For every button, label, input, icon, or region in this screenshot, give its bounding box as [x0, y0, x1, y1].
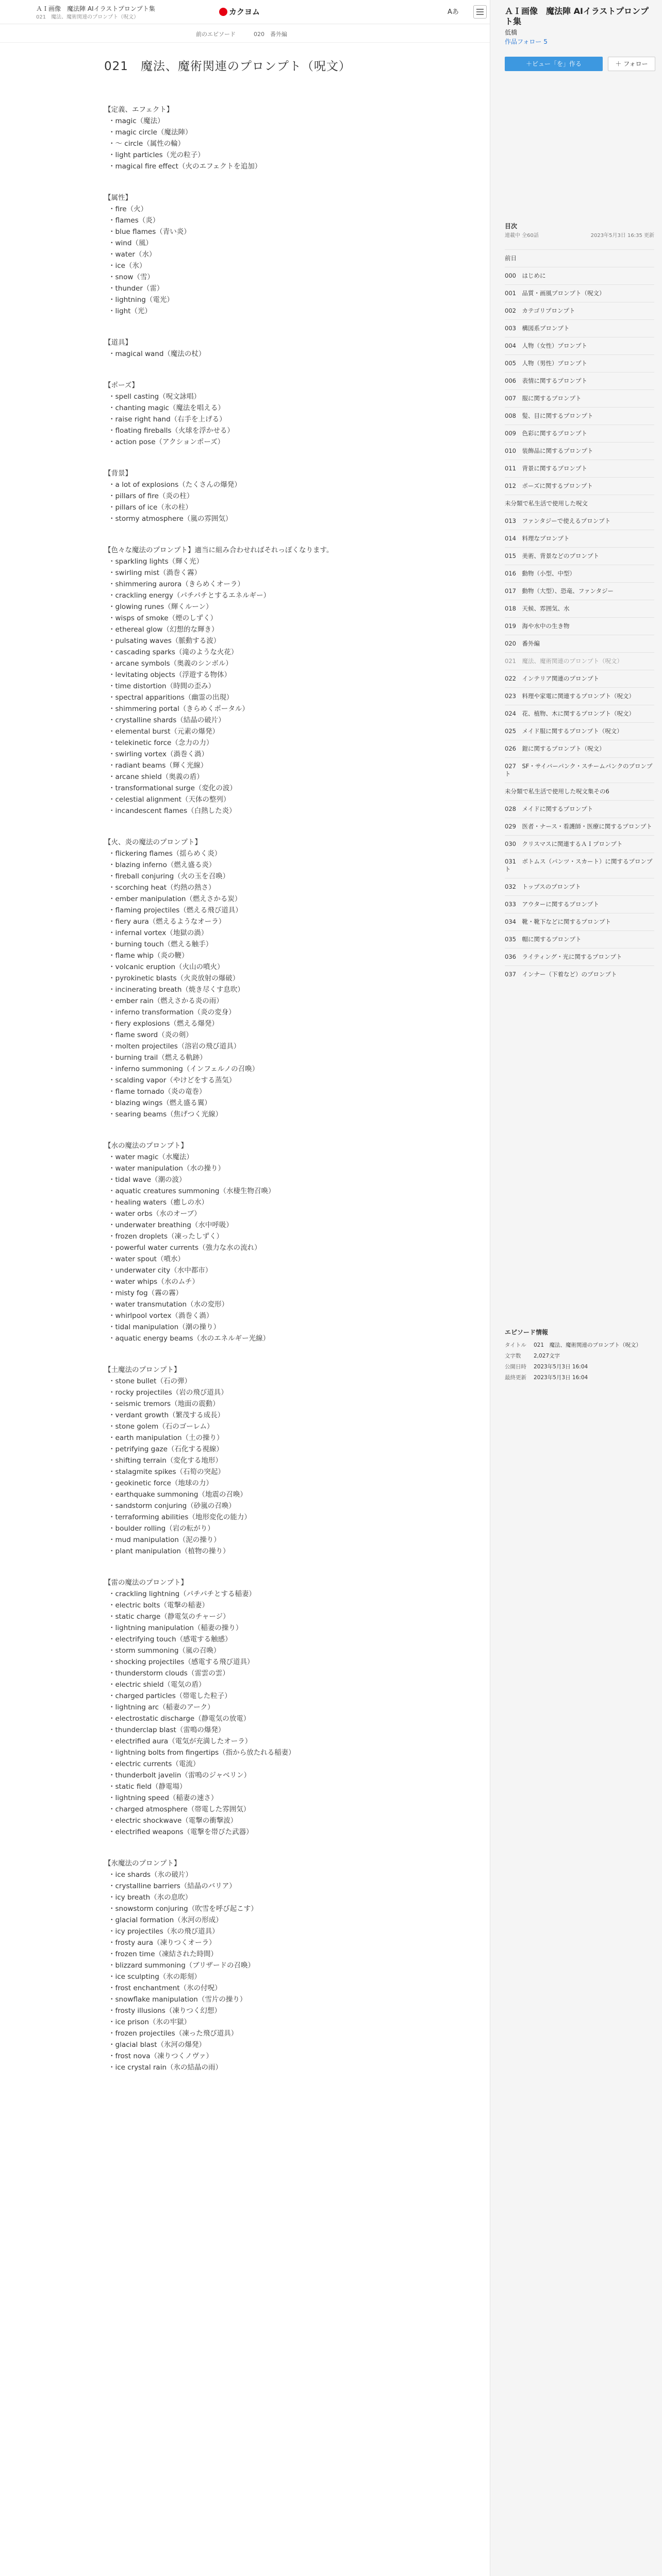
prompt-item: ・ crystalline shards（結晶の破片） — [108, 715, 407, 726]
prompt-item: ・ electric shockwave（電撃の衝撃波） — [108, 1815, 407, 1826]
prompt-item: ・ ember manipulation（燃えさかる炭） — [108, 893, 407, 905]
toc-item[interactable]: 024 花、植物、木に関するプロンプト（呪文） — [505, 705, 654, 722]
toc-item[interactable]: 023 料理や家電に関連するプロンプト（呪文） — [505, 687, 654, 705]
prompt-item: ・ fireball conjuring（火の玉を召喚） — [108, 871, 407, 882]
prompt-item: ・ water orbs（水のオーブ） — [108, 1208, 407, 1219]
logo-mark-icon — [219, 8, 227, 16]
prompt-item: ・ shocking projectiles（感電する飛び道具） — [108, 1656, 407, 1668]
toc-item[interactable]: 001 品質・画風プロンプト（呪文） — [505, 284, 654, 302]
prompt-item: ・ frozen droplets（凍ったしずく） — [108, 1231, 407, 1242]
prompt-item: ・ ice crystal rain（氷の結晶の雨） — [108, 2062, 407, 2073]
prompt-item: ・ telekinetic force（念力の力） — [108, 737, 407, 749]
prompt-item: ・ water（水） — [108, 249, 407, 260]
section-heading: 【背景】 — [104, 469, 132, 478]
prompt-item: ・ transformational surge（変化の波） — [108, 783, 407, 794]
info-value: 2023年5月3日 16:04 — [534, 1375, 588, 1381]
prompt-item: ・ petrifying gaze（石化する視線） — [108, 1444, 407, 1455]
prompt-section — [98, 1364, 407, 1557]
toc-item[interactable]: 018 天候、雰囲気、水 — [505, 600, 654, 617]
header-episode-title: 021 魔法、魔術関連のプロンプト（呪文） — [36, 14, 139, 20]
prompt-item: ・ ～ circle（属性の輪） — [108, 138, 407, 149]
prompt-item: ・ snow（雪） — [108, 272, 407, 283]
prompt-item: ・ aquatic creatures summoning（水棲生物召喚） — [108, 1185, 407, 1197]
info-key: 文字数 — [505, 1353, 521, 1359]
toc-item[interactable]: 021 魔法、魔術関連のプロンプト（呪文） — [505, 652, 654, 670]
prompt-item: ・ action pose（アクションポーズ） — [108, 436, 407, 448]
info-value: 2023年5月3日 16:04 — [534, 1364, 588, 1370]
episode-info-row — [505, 1350, 654, 1361]
prompt-item: ・ raise right hand（右手を上げる） — [108, 414, 407, 425]
toc-item[interactable]: 002 カテゴリプロンプト — [505, 302, 654, 319]
sidebar-magazine-title[interactable]: ＡＩ画像 魔法陣 AIイラストプロンプト集 — [505, 6, 649, 26]
prompt-item: ・ electrifying touch（感電する触感） — [108, 1634, 407, 1645]
prompt-item: ・ swirling mist（渦巻く霧） — [108, 567, 407, 579]
prompt-item: ・ water magic（水魔法） — [108, 1151, 407, 1163]
prompt-item: ・ flame whip（炎の鞭） — [108, 950, 407, 961]
toc-updated: 2023年5月3日 16:35 更新 — [590, 233, 654, 239]
prompt-item: ・ chanting magic（魔法を唱える） — [108, 402, 407, 414]
prompt-item: ・ blue flames（青い炎） — [108, 226, 407, 238]
prompt-item: ・ charged atmosphere（帯電した雰囲気） — [108, 1804, 407, 1815]
prompt-item: ・ icy breath（氷の息吹） — [108, 1892, 407, 1903]
toc-item[interactable]: 035 帽に関するプロンプト — [505, 930, 654, 948]
review-button[interactable]: ＋ビュー「を」作る — [505, 57, 603, 71]
prompt-item: ・ aquatic energy beams（水のエネルギー光線） — [108, 1333, 407, 1344]
toc-item[interactable]: 025 メイド服に関するプロンプト（呪文） — [505, 722, 654, 740]
prompt-item: ・ static charge（静電気のチャージ） — [108, 1611, 407, 1622]
top-header — [0, 0, 490, 24]
prompt-item: ・ icy projectiles（氷の飛び道具） — [108, 1926, 407, 1937]
prompt-item: ・ wisps of smoke（煙のしずく） — [108, 613, 407, 624]
toc-item[interactable]: 011 背景に関するプロンプト — [505, 460, 654, 477]
prompt-item: ・ ember rain（燃えさかる炎の雨） — [108, 995, 407, 1007]
prompt-item: ・ arcane shield（奥義の盾） — [108, 771, 407, 783]
prompt-list — [98, 348, 407, 360]
prompt-item: ・ cascading sparks（滝のような火花） — [108, 647, 407, 658]
toc-item[interactable]: 000 はじめに — [505, 267, 654, 284]
prompt-item: ・ ice（氷） — [108, 260, 407, 272]
toc-item[interactable]: 028 メイドに関するプロンプト — [505, 800, 654, 818]
prompt-item: ・ flame tornado（炎の竜巻） — [108, 1086, 407, 1097]
prompt-section — [98, 104, 407, 172]
episode-nav — [0, 25, 490, 43]
section-heading: 【色々な魔法のプロンプト】適当に組み合わせればそれっぽくなります。 — [104, 546, 334, 554]
prompt-list — [98, 115, 407, 172]
next-episode-link[interactable]: 020 番外編 — [254, 31, 287, 38]
episode-info-row — [505, 1340, 654, 1350]
prompt-item: ・ frosty illusions（凍りつく幻想） — [108, 2005, 407, 2016]
prompt-sections — [98, 104, 407, 2073]
prompt-item: ・ ice sculpting（氷の彫刻） — [108, 1971, 407, 1982]
toc-item[interactable]: 007 服に関するプロンプト — [505, 389, 654, 407]
prompt-item: ・ snowstorm conjuring（吹雪を呼び起こす） — [108, 1903, 407, 1914]
prompt-item: ・ earth manipulation（土の操り） — [108, 1432, 407, 1444]
section-heading: 【属性】 — [104, 194, 132, 202]
prompt-item: ・ elemental burst（元素の爆発） — [108, 726, 407, 737]
prompt-item: ・ flames（炎） — [108, 215, 407, 226]
prompt-list — [98, 1151, 407, 1344]
prompt-item: ・ sandstorm conjuring（砂嵐の召喚） — [108, 1500, 407, 1512]
logo-text: カクヨム — [229, 7, 260, 16]
font-size-icon[interactable]: Aあ — [448, 8, 459, 16]
sidebar — [490, 0, 662, 2576]
prompt-item: ・ frost enchantment（氷の付呪） — [108, 1982, 407, 1994]
prompt-item: ・ magic（魔法） — [108, 115, 407, 127]
prompt-item: ・ burning touch（燃える触手） — [108, 939, 407, 950]
prompt-list — [98, 1376, 407, 1557]
prompt-list — [98, 848, 407, 1120]
prompt-item: ・ mud manipulation（泥の操り） — [108, 1534, 407, 1546]
episode-info-row — [505, 1372, 654, 1383]
prompt-item: ・ pillars of ice（氷の柱） — [108, 502, 407, 513]
author-name[interactable]: 低橋 — [505, 29, 518, 36]
prompt-item: ・ sparkling lights（輝く光） — [108, 556, 407, 567]
prompt-item: ・ stone golem（石のゴーレム） — [108, 1421, 407, 1432]
prompt-item: ・ inferno summoning（インフェルノの召喚） — [108, 1063, 407, 1075]
toc-item[interactable]: 013 ファンタジーで使えるプロンプト — [505, 512, 654, 530]
section-heading: 【ポーズ】 — [104, 381, 139, 389]
prompt-item: ・ whirlpool vortex（渦巻く渦） — [108, 1310, 407, 1321]
prompt-item: ・ storm summoning（嵐の召喚） — [108, 1645, 407, 1656]
prompt-section — [98, 467, 407, 524]
prompt-item: ・ underwater city（水中都市） — [108, 1265, 407, 1276]
prompt-section — [98, 379, 407, 448]
prompt-item: ・ electric currents（電流） — [108, 1758, 407, 1770]
header-magazine-title[interactable]: ＡＩ画像 魔法陣 AIイラストプロンプト集 — [36, 5, 155, 12]
prompt-item: ・ pillars of fire（炎の柱） — [108, 490, 407, 502]
prompt-item: ・ boulder rolling（岩の転がり） — [108, 1523, 407, 1534]
prompt-item: ・ electrostatic discharge（静電気の放電） — [108, 1713, 407, 1724]
prompt-list — [98, 204, 407, 317]
prompt-item: ・ pulsating waves（脈動する波） — [108, 635, 407, 647]
prompt-item: ・ floating fireballs（火球を浮かせる） — [108, 425, 407, 436]
episode-info-table — [505, 1340, 654, 1383]
episode-info-row — [505, 1361, 654, 1372]
prompt-item: ・ rocky projectiles（岩の飛び道具） — [108, 1387, 407, 1398]
prompt-list — [98, 1869, 407, 2073]
toc-item[interactable]: 016 動物（小型、中型） — [505, 565, 654, 582]
prompt-item: ・ snowflake manipulation（雪片の操り） — [108, 1994, 407, 2005]
prompt-item: ・ light particles（光の粒子） — [108, 149, 407, 161]
prompt-item: ・ lightning manipulation（稲妻の操り） — [108, 1622, 407, 1634]
toc-item[interactable]: 031 ボトムス（パンツ・スカート）に関するプロンプト — [505, 853, 654, 878]
toc-item[interactable]: 010 装飾品に関するプロンプト — [505, 442, 654, 460]
section-heading: 【水の魔法のプロンプト】 — [104, 1142, 188, 1150]
section-heading: 【氷魔法のプロンプト】 — [104, 1859, 181, 1868]
toc-item[interactable]: 003 構図系プロンプト — [505, 319, 654, 337]
toc-item[interactable]: 029 医者・ナース・看護師・医療に関するプロンプト — [505, 818, 654, 835]
prompt-item: ・ static field（静電場） — [108, 1781, 407, 1792]
prompt-item: ・ volcanic eruption（火山の噴火） — [108, 961, 407, 973]
prompt-item: ・ swirling vortex（渦巻く渦） — [108, 749, 407, 760]
follower-count[interactable]: 作品フォロー 5 — [505, 38, 548, 45]
prompt-item: ・ tidal wave（潮の波） — [108, 1174, 407, 1185]
info-key: 公開日時 — [505, 1364, 526, 1370]
prompt-item: ・ electric shield（電気の盾） — [108, 1679, 407, 1690]
prompt-item: ・ magical wand（魔法の杖） — [108, 348, 407, 360]
info-value: 2,027文字 — [534, 1353, 560, 1359]
prompt-item: ・ ice shards（氷の破片） — [108, 1869, 407, 1880]
prompt-item: ・ a lot of explosions（たくさんの爆発） — [108, 479, 407, 490]
prompt-item: ・ glacial blast（氷河の爆発） — [108, 2039, 407, 2050]
toc-item[interactable]: 026 鎧に関するプロンプト（呪文） — [505, 740, 654, 757]
prompt-item: ・ earthquake summoning（地震の召喚） — [108, 1489, 407, 1500]
prompt-item: ・ water manipulation（水の操り） — [108, 1163, 407, 1174]
prompt-item: ・ terraforming abilities（地形変化の能力） — [108, 1512, 407, 1523]
prompt-item: ・ thunderstorm clouds（雷雲の雲） — [108, 1668, 407, 1679]
prompt-item: ・ flickering flames（揺らめく炎） — [108, 848, 407, 859]
prompt-item: ・ frost nova（凍りつくノヴァ） — [108, 2050, 407, 2062]
prompt-item: ・ crackling lightning（パチパチとする稲妻） — [108, 1588, 407, 1600]
prompt-item: ・ inferno transformation（炎の変身） — [108, 1007, 407, 1018]
toc-heading: 目次 — [505, 223, 518, 230]
toc-item[interactable]: 036 ライティング・光に関するプロンプト — [505, 948, 654, 965]
prompt-item: ・ thunder（雷） — [108, 283, 407, 294]
prompt-item: ・ electric bolts（電撃の稲妻） — [108, 1600, 407, 1611]
toc-item[interactable]: 004 人物（女性）プロンプト — [505, 337, 654, 354]
toc-list — [505, 249, 654, 983]
prompt-item: ・ misty fog（霧の霧） — [108, 1287, 407, 1299]
prompt-item: ・ fiery explosions（燃える爆発） — [108, 1018, 407, 1029]
prompt-item: ・ wind（風） — [108, 238, 407, 249]
prompt-section — [98, 836, 407, 1120]
prompt-item: ・ flame sword（炎の剣） — [108, 1029, 407, 1041]
prompt-item: ・ frozen time（凍結された時間） — [108, 1948, 407, 1960]
prompt-item: ・ glacial formation（氷河の形成） — [108, 1914, 407, 1926]
toc-item[interactable]: 022 インテリア関連のプロンプト — [505, 670, 654, 687]
prompt-item: ・ incandescent flames（白熱した炎） — [108, 805, 407, 817]
prompt-item: ・ seismic tremors（地面の震動） — [108, 1398, 407, 1410]
prompt-item: ・ thunderclap blast（雷鳴の爆発） — [108, 1724, 407, 1736]
follow-button[interactable]: ＋ フォロー — [608, 57, 655, 71]
prompt-item: ・ ice prison（氷の牢獄） — [108, 2016, 407, 2028]
prompt-item: ・ magical fire effect（火のエフェクトを追加） — [108, 161, 407, 172]
prompt-item: ・ glowing runes（輝くルーン） — [108, 601, 407, 613]
prompt-item: ・ magic circle（魔法陣） — [108, 127, 407, 138]
prompt-item: ・ frosty aura（凍りつくオーラ） — [108, 1937, 407, 1948]
prompt-item: ・ water transmutation（水の変形） — [108, 1299, 407, 1310]
prompt-item: ・ water spout（噴水） — [108, 1253, 407, 1265]
prompt-item: ・ lightning speed（稲妻の速さ） — [108, 1792, 407, 1804]
prompt-item: ・ stormy atmosphere（嵐の雰囲気） — [108, 513, 407, 524]
prompt-item: ・ stone bullet（石の弾） — [108, 1376, 407, 1387]
toc-item[interactable]: 033 アウターに関するプロンプト — [505, 895, 654, 913]
prompt-item: ・ water whips（水のムチ） — [108, 1276, 407, 1287]
prompt-item: ・ arcane symbols（奥義のシンボル） — [108, 658, 407, 669]
prev-episode-link[interactable]: 前のエピソード — [196, 31, 236, 38]
prompt-item: ・ levitating objects（浮遊する物体） — [108, 669, 407, 681]
prompt-item: ・ crackling energy（パチパチとするエネルギー） — [108, 590, 407, 601]
prompt-section — [98, 192, 407, 317]
episode-title: 021 魔法、魔術関連のプロンプト（呪文） — [104, 60, 351, 73]
prompt-item: ・ infernal vortex（地獄の渦） — [108, 927, 407, 939]
prompt-item: ・ electrified weapons（電撃を帯びた武器） — [108, 1826, 407, 1838]
prompt-item: ・ incinerating breath（焼き尽くす息吹） — [108, 984, 407, 995]
toc-item[interactable]: 005 人物（男性）プロンプト — [505, 354, 654, 372]
toc-item[interactable]: 019 海や水中の生き物 — [505, 617, 654, 635]
toc-item[interactable]: 034 靴・靴下などに関するプロンプト — [505, 913, 654, 930]
prompt-item: ・ pyrokinetic blasts（火炎放射の爆破） — [108, 973, 407, 984]
episode-info-heading: エピソード情報 — [505, 1329, 549, 1336]
menu-icon[interactable] — [473, 5, 487, 19]
toc-item[interactable]: 前日 — [505, 249, 654, 267]
prompt-item: ・ blazing inferno（燃え盛る炎） — [108, 859, 407, 871]
toc-item[interactable]: 015 美術、背景などのプロンプト — [505, 547, 654, 565]
prompt-item: ・ blizzard summoning（ブリザードの召喚） — [108, 1960, 407, 1971]
section-heading: 【火、炎の魔法のプロンプト】 — [104, 838, 202, 846]
prompt-item: ・ thunderbolt javelin（雷鳴のジャベリン） — [108, 1770, 407, 1781]
prompt-section — [98, 1140, 407, 1344]
prompt-item: ・ fire（火） — [108, 204, 407, 215]
prompt-section — [98, 1577, 407, 1838]
section-heading: 【雷の魔法のプロンプト】 — [104, 1579, 188, 1587]
prompt-item: ・ electrified aura（電気が充満したオーラ） — [108, 1736, 407, 1747]
prompt-item: ・ searing beams（焦げつく光線） — [108, 1109, 407, 1120]
prompt-item: ・ light（光） — [108, 306, 407, 317]
prompt-item: ・ scalding vapor（やけどをする蒸気） — [108, 1075, 407, 1086]
kakuyomu-logo[interactable] — [219, 6, 260, 17]
prompt-item: ・ spell casting（呪文詠唱） — [108, 391, 407, 402]
toc-item[interactable]: 027 SF・サイバーパンク・スチームパンクのプロンプト — [505, 757, 654, 783]
toc-item[interactable]: 006 表情に関するプロンプト — [505, 372, 654, 389]
toc-item[interactable]: 030 クリスマスに関連するＡＩプロンプト — [505, 835, 654, 853]
prompt-item: ・ tidal manipulation（潮の操り） — [108, 1321, 407, 1333]
prompt-list — [98, 391, 407, 448]
prompt-item: ・ lightning arc（稲妻のアーク） — [108, 1702, 407, 1713]
prompt-item: ・ healing waters（癒しの水） — [108, 1197, 407, 1208]
prompt-list — [98, 556, 407, 817]
prompt-list — [98, 1588, 407, 1838]
prompt-item: ・ underwater breathing（水中呼吸） — [108, 1219, 407, 1231]
prompt-item: ・ molten projectiles（溶岩の飛び道具） — [108, 1041, 407, 1052]
prompt-item: ・ scorching heat（灼熱の熱さ） — [108, 882, 407, 893]
toc-item[interactable]: 009 色彩に関するプロンプト — [505, 425, 654, 442]
prompt-item: ・ fiery aura（燃えるようなオーラ） — [108, 916, 407, 927]
prompt-item: ・ stalagmite spikes（石筍の突起） — [108, 1466, 407, 1478]
toc-item[interactable]: 未分類で私生活で使用した呪文 — [505, 495, 654, 512]
section-heading: 【土魔法のプロンプト】 — [104, 1366, 181, 1374]
toc-item[interactable]: 未分類で私生活で使用した呪文集その6 — [505, 783, 654, 800]
prompt-item: ・ lightning bolts from fingertips（指から放たれる稲妻） — [108, 1747, 407, 1758]
section-heading: 【定義、エフェクト】 — [104, 106, 174, 114]
section-heading: 【道具】 — [104, 338, 132, 347]
prompt-list — [98, 479, 407, 524]
prompt-item: ・ ethereal glow（幻想的な輝き） — [108, 624, 407, 635]
toc-item[interactable]: 012 ポーズに関するプロンプト — [505, 477, 654, 495]
info-key: タイトル — [505, 1342, 526, 1348]
prompt-section — [98, 336, 407, 360]
toc-item[interactable]: 008 髪、目に関するプロンプト — [505, 407, 654, 425]
prompt-item: ・ spectral apparitions（幽霊の出現） — [108, 692, 407, 703]
toc-item[interactable]: 014 料理なプロンプト — [505, 530, 654, 547]
prompt-section — [98, 544, 407, 817]
prompt-section — [98, 1857, 407, 2073]
toc-item[interactable]: 037 インナー（下着など）のプロンプト — [505, 965, 654, 983]
prompt-item: ・ blazing wings（燃え盛る翼） — [108, 1097, 407, 1109]
prompt-item: ・ flaming projectiles（燃える飛び道具） — [108, 905, 407, 916]
prompt-item: ・ celestial alignment（天体の整列） — [108, 794, 407, 805]
toc-item[interactable]: 032 トップスのプロンプト — [505, 878, 654, 895]
prompt-item: ・ shifting terrain（変化する地形） — [108, 1455, 407, 1466]
prompt-item: ・ frozen projectiles（凍った飛び道具） — [108, 2028, 407, 2039]
toc-meta — [505, 231, 654, 239]
info-key: 最終更新 — [505, 1375, 526, 1381]
prompt-item: ・ crystalline barriers（結晶のバリア） — [108, 1880, 407, 1892]
prompt-item: ・ charged particles（帯電した粒子） — [108, 1690, 407, 1702]
prompt-item: ・ radiant beams（輝く光線） — [108, 760, 407, 771]
toc-item[interactable]: 017 動物（大型）、恐竜、ファンタジー — [505, 582, 654, 600]
prompt-item: ・ plant manipulation（植物の操り） — [108, 1546, 407, 1557]
prompt-item: ・ time distortion（時間の歪み） — [108, 681, 407, 692]
episode-body — [98, 57, 407, 2093]
toc-item[interactable]: 020 番外編 — [505, 635, 654, 652]
toc-status: 連載中 全60話 — [505, 233, 539, 239]
prompt-item: ・ shimmering portal（きらめくポータル） — [108, 703, 407, 715]
prompt-item: ・ lightning（電光） — [108, 294, 407, 306]
prompt-item: ・ verdant growth（繁茂する成長） — [108, 1410, 407, 1421]
info-value: 021 魔法、魔術関連のプロンプト（呪文） — [534, 1342, 642, 1348]
prompt-item: ・ shimmering aurora（きらめくオーラ） — [108, 579, 407, 590]
prompt-item: ・ powerful water currents（強力な水の流れ） — [108, 1242, 407, 1253]
prompt-item: ・ burning trail（燃える軌跡） — [108, 1052, 407, 1063]
prompt-item: ・ geokinetic force（地球の力） — [108, 1478, 407, 1489]
